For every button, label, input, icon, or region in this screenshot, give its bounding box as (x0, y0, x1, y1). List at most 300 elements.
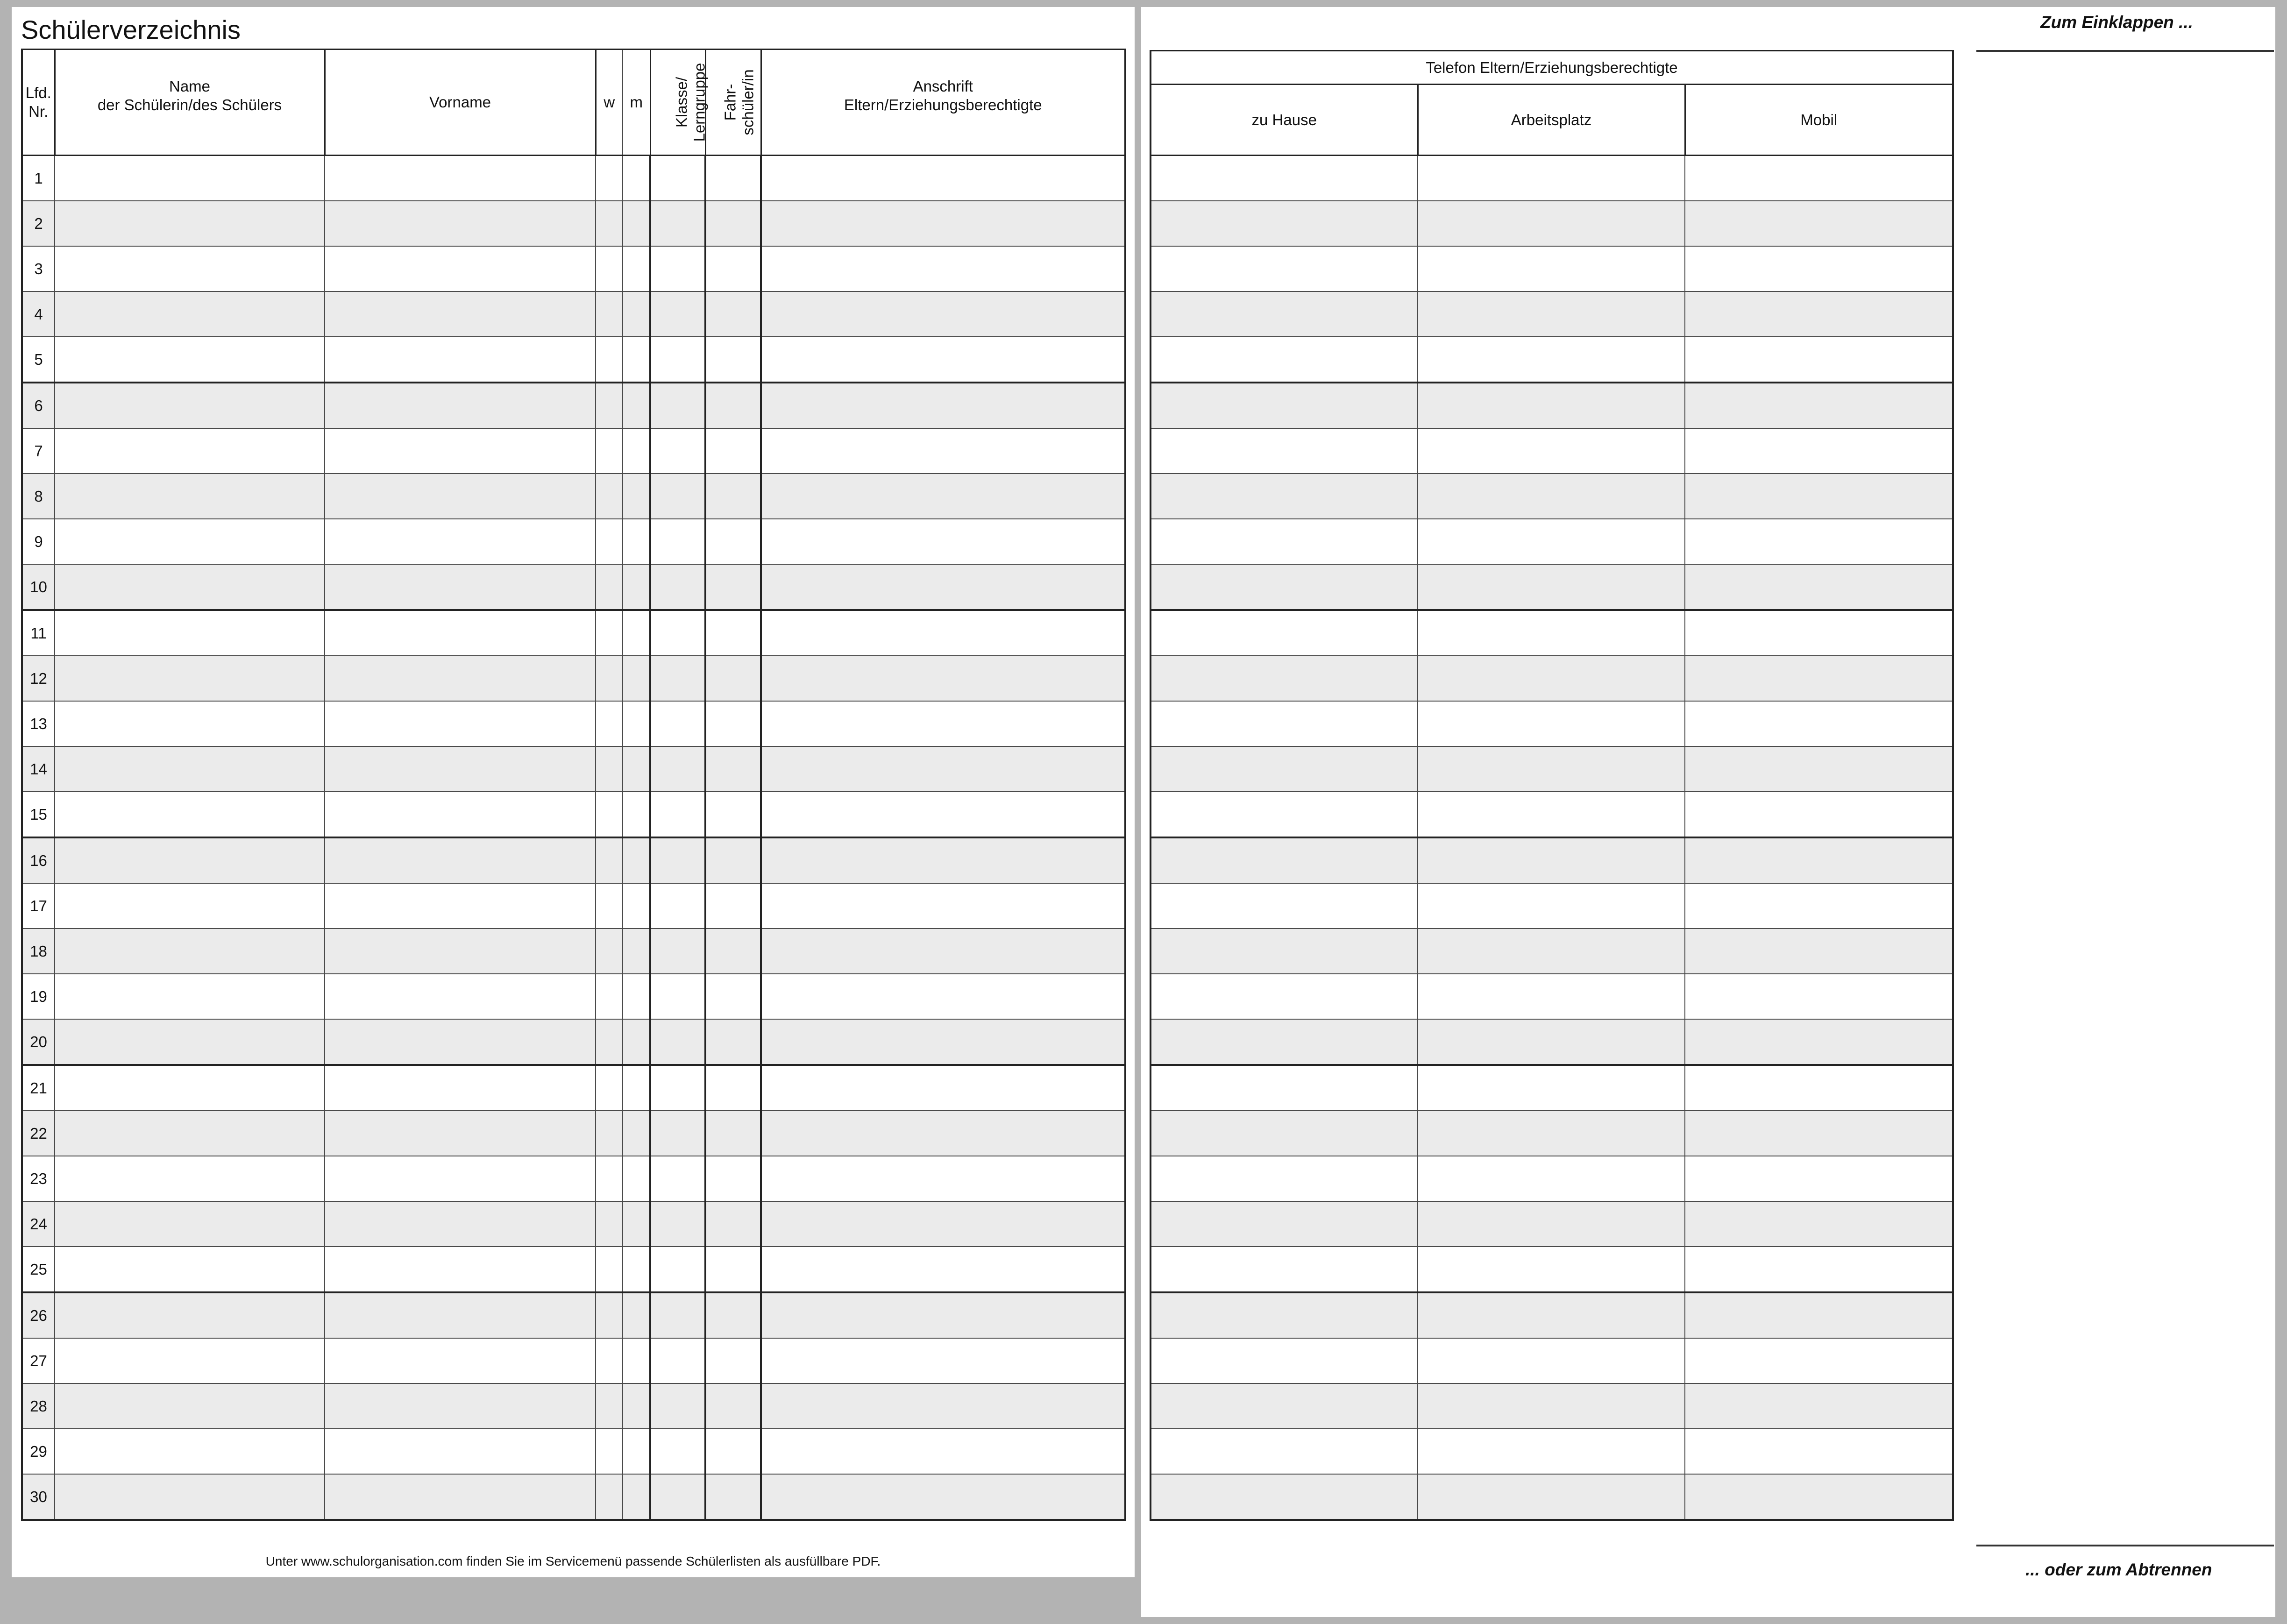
klasse-cell[interactable] (650, 929, 705, 974)
mobile-phone-cell[interactable] (1685, 974, 1953, 1019)
m-cell[interactable] (623, 1065, 650, 1111)
name-cell[interactable] (55, 929, 325, 974)
name-cell[interactable] (55, 837, 325, 883)
klasse-cell[interactable] (650, 519, 705, 564)
fahrschueler-cell[interactable] (705, 1111, 761, 1156)
w-cell[interactable] (596, 1065, 623, 1111)
klasse-cell[interactable] (650, 1111, 705, 1156)
klasse-cell[interactable] (650, 746, 705, 792)
work-phone-cell[interactable] (1418, 1383, 1685, 1429)
vorname-cell[interactable] (325, 974, 596, 1019)
name-cell[interactable] (55, 746, 325, 792)
mobile-phone-cell[interactable] (1685, 156, 1953, 201)
work-phone-cell[interactable] (1418, 929, 1685, 974)
home-phone-cell[interactable] (1151, 1019, 1418, 1065)
name-cell[interactable] (55, 564, 325, 610)
klasse-cell[interactable] (650, 291, 705, 337)
work-phone-cell[interactable] (1418, 1429, 1685, 1474)
name-cell[interactable] (55, 383, 325, 428)
home-phone-cell[interactable] (1151, 656, 1418, 701)
klasse-cell[interactable] (650, 1201, 705, 1247)
anschrift-cell[interactable] (761, 1383, 1125, 1429)
fahrschueler-cell[interactable] (705, 564, 761, 610)
work-phone-cell[interactable] (1418, 837, 1685, 883)
vorname-cell[interactable] (325, 291, 596, 337)
w-cell[interactable] (596, 929, 623, 974)
name-cell[interactable] (55, 1429, 325, 1474)
m-cell[interactable] (623, 883, 650, 929)
anschrift-cell[interactable] (761, 656, 1125, 701)
klasse-cell[interactable] (650, 792, 705, 837)
fahrschueler-cell[interactable] (705, 156, 761, 201)
work-phone-cell[interactable] (1418, 656, 1685, 701)
w-cell[interactable] (596, 837, 623, 883)
home-phone-cell[interactable] (1151, 246, 1418, 291)
home-phone-cell[interactable] (1151, 837, 1418, 883)
name-cell[interactable] (55, 792, 325, 837)
mobile-phone-cell[interactable] (1685, 1065, 1953, 1111)
fahrschueler-cell[interactable] (705, 1201, 761, 1247)
mobile-phone-cell[interactable] (1685, 564, 1953, 610)
work-phone-cell[interactable] (1418, 337, 1685, 383)
vorname-cell[interactable] (325, 383, 596, 428)
fahrschueler-cell[interactable] (705, 929, 761, 974)
mobile-phone-cell[interactable] (1685, 656, 1953, 701)
work-phone-cell[interactable] (1418, 201, 1685, 246)
fahrschueler-cell[interactable] (705, 1065, 761, 1111)
home-phone-cell[interactable] (1151, 1201, 1418, 1247)
w-cell[interactable] (596, 564, 623, 610)
work-phone-cell[interactable] (1418, 246, 1685, 291)
vorname-cell[interactable] (325, 929, 596, 974)
fahrschueler-cell[interactable] (705, 701, 761, 746)
m-cell[interactable] (623, 1019, 650, 1065)
m-cell[interactable] (623, 564, 650, 610)
fahrschueler-cell[interactable] (705, 1429, 761, 1474)
fahrschueler-cell[interactable] (705, 337, 761, 383)
w-cell[interactable] (596, 656, 623, 701)
vorname-cell[interactable] (325, 1338, 596, 1383)
home-phone-cell[interactable] (1151, 519, 1418, 564)
work-phone-cell[interactable] (1418, 156, 1685, 201)
w-cell[interactable] (596, 974, 623, 1019)
mobile-phone-cell[interactable] (1685, 792, 1953, 837)
anschrift-cell[interactable] (761, 1292, 1125, 1338)
name-cell[interactable] (55, 1156, 325, 1201)
work-phone-cell[interactable] (1418, 610, 1685, 656)
fahrschueler-cell[interactable] (705, 1383, 761, 1429)
anschrift-cell[interactable] (761, 1201, 1125, 1247)
anschrift-cell[interactable] (761, 201, 1125, 246)
anschrift-cell[interactable] (761, 383, 1125, 428)
m-cell[interactable] (623, 1474, 650, 1520)
m-cell[interactable] (623, 746, 650, 792)
work-phone-cell[interactable] (1418, 1065, 1685, 1111)
w-cell[interactable] (596, 610, 623, 656)
fahrschueler-cell[interactable] (705, 1474, 761, 1520)
name-cell[interactable] (55, 428, 325, 474)
name-cell[interactable] (55, 156, 325, 201)
klasse-cell[interactable] (650, 1474, 705, 1520)
m-cell[interactable] (623, 837, 650, 883)
fahrschueler-cell[interactable] (705, 974, 761, 1019)
name-cell[interactable] (55, 1247, 325, 1292)
klasse-cell[interactable] (650, 1429, 705, 1474)
home-phone-cell[interactable] (1151, 1429, 1418, 1474)
klasse-cell[interactable] (650, 1338, 705, 1383)
vorname-cell[interactable] (325, 337, 596, 383)
w-cell[interactable] (596, 1292, 623, 1338)
work-phone-cell[interactable] (1418, 1292, 1685, 1338)
anschrift-cell[interactable] (761, 1019, 1125, 1065)
w-cell[interactable] (596, 156, 623, 201)
klasse-cell[interactable] (650, 383, 705, 428)
vorname-cell[interactable] (325, 519, 596, 564)
m-cell[interactable] (623, 1383, 650, 1429)
home-phone-cell[interactable] (1151, 1474, 1418, 1520)
name-cell[interactable] (55, 883, 325, 929)
home-phone-cell[interactable] (1151, 974, 1418, 1019)
vorname-cell[interactable] (325, 701, 596, 746)
vorname-cell[interactable] (325, 610, 596, 656)
m-cell[interactable] (623, 1292, 650, 1338)
anschrift-cell[interactable] (761, 1474, 1125, 1520)
w-cell[interactable] (596, 519, 623, 564)
mobile-phone-cell[interactable] (1685, 746, 1953, 792)
mobile-phone-cell[interactable] (1685, 1383, 1953, 1429)
fahrschueler-cell[interactable] (705, 1247, 761, 1292)
m-cell[interactable] (623, 383, 650, 428)
w-cell[interactable] (596, 1201, 623, 1247)
vorname-cell[interactable] (325, 1383, 596, 1429)
fahrschueler-cell[interactable] (705, 746, 761, 792)
vorname-cell[interactable] (325, 474, 596, 519)
klasse-cell[interactable] (650, 883, 705, 929)
name-cell[interactable] (55, 974, 325, 1019)
m-cell[interactable] (623, 201, 650, 246)
klasse-cell[interactable] (650, 1065, 705, 1111)
work-phone-cell[interactable] (1418, 1247, 1685, 1292)
name-cell[interactable] (55, 201, 325, 246)
m-cell[interactable] (623, 474, 650, 519)
vorname-cell[interactable] (325, 428, 596, 474)
m-cell[interactable] (623, 929, 650, 974)
work-phone-cell[interactable] (1418, 792, 1685, 837)
work-phone-cell[interactable] (1418, 1111, 1685, 1156)
m-cell[interactable] (623, 1429, 650, 1474)
anschrift-cell[interactable] (761, 291, 1125, 337)
work-phone-cell[interactable] (1418, 1019, 1685, 1065)
mobile-phone-cell[interactable] (1685, 246, 1953, 291)
anschrift-cell[interactable] (761, 1429, 1125, 1474)
fahrschueler-cell[interactable] (705, 246, 761, 291)
klasse-cell[interactable] (650, 246, 705, 291)
work-phone-cell[interactable] (1418, 291, 1685, 337)
anschrift-cell[interactable] (761, 746, 1125, 792)
m-cell[interactable] (623, 1111, 650, 1156)
m-cell[interactable] (623, 701, 650, 746)
klasse-cell[interactable] (650, 1292, 705, 1338)
m-cell[interactable] (623, 156, 650, 201)
vorname-cell[interactable] (325, 1111, 596, 1156)
klasse-cell[interactable] (650, 701, 705, 746)
vorname-cell[interactable] (325, 1156, 596, 1201)
name-cell[interactable] (55, 1019, 325, 1065)
mobile-phone-cell[interactable] (1685, 1019, 1953, 1065)
klasse-cell[interactable] (650, 1247, 705, 1292)
name-cell[interactable] (55, 1383, 325, 1429)
anschrift-cell[interactable] (761, 474, 1125, 519)
m-cell[interactable] (623, 246, 650, 291)
name-cell[interactable] (55, 610, 325, 656)
fahrschueler-cell[interactable] (705, 1292, 761, 1338)
m-cell[interactable] (623, 1338, 650, 1383)
mobile-phone-cell[interactable] (1685, 929, 1953, 974)
anschrift-cell[interactable] (761, 246, 1125, 291)
name-cell[interactable] (55, 1201, 325, 1247)
fahrschueler-cell[interactable] (705, 201, 761, 246)
w-cell[interactable] (596, 428, 623, 474)
w-cell[interactable] (596, 701, 623, 746)
fahrschueler-cell[interactable] (705, 474, 761, 519)
home-phone-cell[interactable] (1151, 746, 1418, 792)
name-cell[interactable] (55, 337, 325, 383)
anschrift-cell[interactable] (761, 974, 1125, 1019)
klasse-cell[interactable] (650, 610, 705, 656)
vorname-cell[interactable] (325, 246, 596, 291)
w-cell[interactable] (596, 1429, 623, 1474)
mobile-phone-cell[interactable] (1685, 883, 1953, 929)
fahrschueler-cell[interactable] (705, 656, 761, 701)
mobile-phone-cell[interactable] (1685, 1429, 1953, 1474)
w-cell[interactable] (596, 291, 623, 337)
anschrift-cell[interactable] (761, 610, 1125, 656)
w-cell[interactable] (596, 474, 623, 519)
mobile-phone-cell[interactable] (1685, 1156, 1953, 1201)
mobile-phone-cell[interactable] (1685, 201, 1953, 246)
work-phone-cell[interactable] (1418, 883, 1685, 929)
home-phone-cell[interactable] (1151, 792, 1418, 837)
name-cell[interactable] (55, 519, 325, 564)
work-phone-cell[interactable] (1418, 474, 1685, 519)
name-cell[interactable] (55, 474, 325, 519)
anschrift-cell[interactable] (761, 883, 1125, 929)
home-phone-cell[interactable] (1151, 474, 1418, 519)
name-cell[interactable] (55, 291, 325, 337)
w-cell[interactable] (596, 1111, 623, 1156)
w-cell[interactable] (596, 383, 623, 428)
mobile-phone-cell[interactable] (1685, 519, 1953, 564)
anschrift-cell[interactable] (761, 701, 1125, 746)
vorname-cell[interactable] (325, 1292, 596, 1338)
home-phone-cell[interactable] (1151, 929, 1418, 974)
mobile-phone-cell[interactable] (1685, 291, 1953, 337)
anschrift-cell[interactable] (761, 1065, 1125, 1111)
work-phone-cell[interactable] (1418, 1338, 1685, 1383)
anschrift-cell[interactable] (761, 564, 1125, 610)
mobile-phone-cell[interactable] (1685, 1111, 1953, 1156)
klasse-cell[interactable] (650, 656, 705, 701)
vorname-cell[interactable] (325, 564, 596, 610)
w-cell[interactable] (596, 883, 623, 929)
vorname-cell[interactable] (325, 156, 596, 201)
work-phone-cell[interactable] (1418, 1474, 1685, 1520)
home-phone-cell[interactable] (1151, 883, 1418, 929)
anschrift-cell[interactable] (761, 1111, 1125, 1156)
vorname-cell[interactable] (325, 837, 596, 883)
w-cell[interactable] (596, 1247, 623, 1292)
home-phone-cell[interactable] (1151, 610, 1418, 656)
klasse-cell[interactable] (650, 564, 705, 610)
mobile-phone-cell[interactable] (1685, 610, 1953, 656)
fahrschueler-cell[interactable] (705, 837, 761, 883)
mobile-phone-cell[interactable] (1685, 1247, 1953, 1292)
anschrift-cell[interactable] (761, 519, 1125, 564)
anschrift-cell[interactable] (761, 837, 1125, 883)
klasse-cell[interactable] (650, 1019, 705, 1065)
fahrschueler-cell[interactable] (705, 610, 761, 656)
w-cell[interactable] (596, 1383, 623, 1429)
w-cell[interactable] (596, 246, 623, 291)
name-cell[interactable] (55, 1065, 325, 1111)
work-phone-cell[interactable] (1418, 974, 1685, 1019)
home-phone-cell[interactable] (1151, 201, 1418, 246)
m-cell[interactable] (623, 291, 650, 337)
fahrschueler-cell[interactable] (705, 383, 761, 428)
name-cell[interactable] (55, 1338, 325, 1383)
home-phone-cell[interactable] (1151, 1111, 1418, 1156)
m-cell[interactable] (623, 519, 650, 564)
home-phone-cell[interactable] (1151, 1065, 1418, 1111)
home-phone-cell[interactable] (1151, 1156, 1418, 1201)
name-cell[interactable] (55, 1474, 325, 1520)
name-cell[interactable] (55, 246, 325, 291)
klasse-cell[interactable] (650, 428, 705, 474)
anschrift-cell[interactable] (761, 1338, 1125, 1383)
mobile-phone-cell[interactable] (1685, 1474, 1953, 1520)
fahrschueler-cell[interactable] (705, 1019, 761, 1065)
anschrift-cell[interactable] (761, 1247, 1125, 1292)
klasse-cell[interactable] (650, 837, 705, 883)
anschrift-cell[interactable] (761, 792, 1125, 837)
fahrschueler-cell[interactable] (705, 519, 761, 564)
w-cell[interactable] (596, 746, 623, 792)
vorname-cell[interactable] (325, 656, 596, 701)
w-cell[interactable] (596, 792, 623, 837)
fahrschueler-cell[interactable] (705, 1338, 761, 1383)
klasse-cell[interactable] (650, 156, 705, 201)
home-phone-cell[interactable] (1151, 156, 1418, 201)
klasse-cell[interactable] (650, 1156, 705, 1201)
fahrschueler-cell[interactable] (705, 883, 761, 929)
work-phone-cell[interactable] (1418, 564, 1685, 610)
mobile-phone-cell[interactable] (1685, 1201, 1953, 1247)
w-cell[interactable] (596, 1474, 623, 1520)
work-phone-cell[interactable] (1418, 383, 1685, 428)
work-phone-cell[interactable] (1418, 746, 1685, 792)
anschrift-cell[interactable] (761, 929, 1125, 974)
mobile-phone-cell[interactable] (1685, 337, 1953, 383)
w-cell[interactable] (596, 337, 623, 383)
fahrschueler-cell[interactable] (705, 428, 761, 474)
m-cell[interactable] (623, 610, 650, 656)
vorname-cell[interactable] (325, 792, 596, 837)
mobile-phone-cell[interactable] (1685, 1338, 1953, 1383)
vorname-cell[interactable] (325, 1247, 596, 1292)
anschrift-cell[interactable] (761, 428, 1125, 474)
klasse-cell[interactable] (650, 201, 705, 246)
m-cell[interactable] (623, 1201, 650, 1247)
work-phone-cell[interactable] (1418, 701, 1685, 746)
home-phone-cell[interactable] (1151, 564, 1418, 610)
w-cell[interactable] (596, 201, 623, 246)
klasse-cell[interactable] (650, 337, 705, 383)
home-phone-cell[interactable] (1151, 291, 1418, 337)
work-phone-cell[interactable] (1418, 1156, 1685, 1201)
m-cell[interactable] (623, 792, 650, 837)
name-cell[interactable] (55, 656, 325, 701)
fahrschueler-cell[interactable] (705, 1156, 761, 1201)
work-phone-cell[interactable] (1418, 1201, 1685, 1247)
m-cell[interactable] (623, 1156, 650, 1201)
mobile-phone-cell[interactable] (1685, 701, 1953, 746)
home-phone-cell[interactable] (1151, 1383, 1418, 1429)
home-phone-cell[interactable] (1151, 337, 1418, 383)
m-cell[interactable] (623, 337, 650, 383)
vorname-cell[interactable] (325, 1201, 596, 1247)
m-cell[interactable] (623, 428, 650, 474)
klasse-cell[interactable] (650, 974, 705, 1019)
vorname-cell[interactable] (325, 1474, 596, 1520)
work-phone-cell[interactable] (1418, 519, 1685, 564)
mobile-phone-cell[interactable] (1685, 428, 1953, 474)
work-phone-cell[interactable] (1418, 428, 1685, 474)
mobile-phone-cell[interactable] (1685, 383, 1953, 428)
anschrift-cell[interactable] (761, 337, 1125, 383)
w-cell[interactable] (596, 1338, 623, 1383)
w-cell[interactable] (596, 1019, 623, 1065)
w-cell[interactable] (596, 1156, 623, 1201)
home-phone-cell[interactable] (1151, 701, 1418, 746)
mobile-phone-cell[interactable] (1685, 1292, 1953, 1338)
fahrschueler-cell[interactable] (705, 792, 761, 837)
m-cell[interactable] (623, 1247, 650, 1292)
name-cell[interactable] (55, 701, 325, 746)
vorname-cell[interactable] (325, 1429, 596, 1474)
vorname-cell[interactable] (325, 201, 596, 246)
home-phone-cell[interactable] (1151, 1292, 1418, 1338)
anschrift-cell[interactable] (761, 1156, 1125, 1201)
name-cell[interactable] (55, 1111, 325, 1156)
anschrift-cell[interactable] (761, 156, 1125, 201)
fahrschueler-cell[interactable] (705, 291, 761, 337)
vorname-cell[interactable] (325, 1065, 596, 1111)
home-phone-cell[interactable] (1151, 428, 1418, 474)
mobile-phone-cell[interactable] (1685, 837, 1953, 883)
name-cell[interactable] (55, 1292, 325, 1338)
home-phone-cell[interactable] (1151, 383, 1418, 428)
m-cell[interactable] (623, 974, 650, 1019)
home-phone-cell[interactable] (1151, 1247, 1418, 1292)
m-cell[interactable] (623, 656, 650, 701)
vorname-cell[interactable] (325, 883, 596, 929)
vorname-cell[interactable] (325, 1019, 596, 1065)
vorname-cell[interactable] (325, 746, 596, 792)
klasse-cell[interactable] (650, 1383, 705, 1429)
mobile-phone-cell[interactable] (1685, 474, 1953, 519)
home-phone-cell[interactable] (1151, 1338, 1418, 1383)
klasse-cell[interactable] (650, 474, 705, 519)
